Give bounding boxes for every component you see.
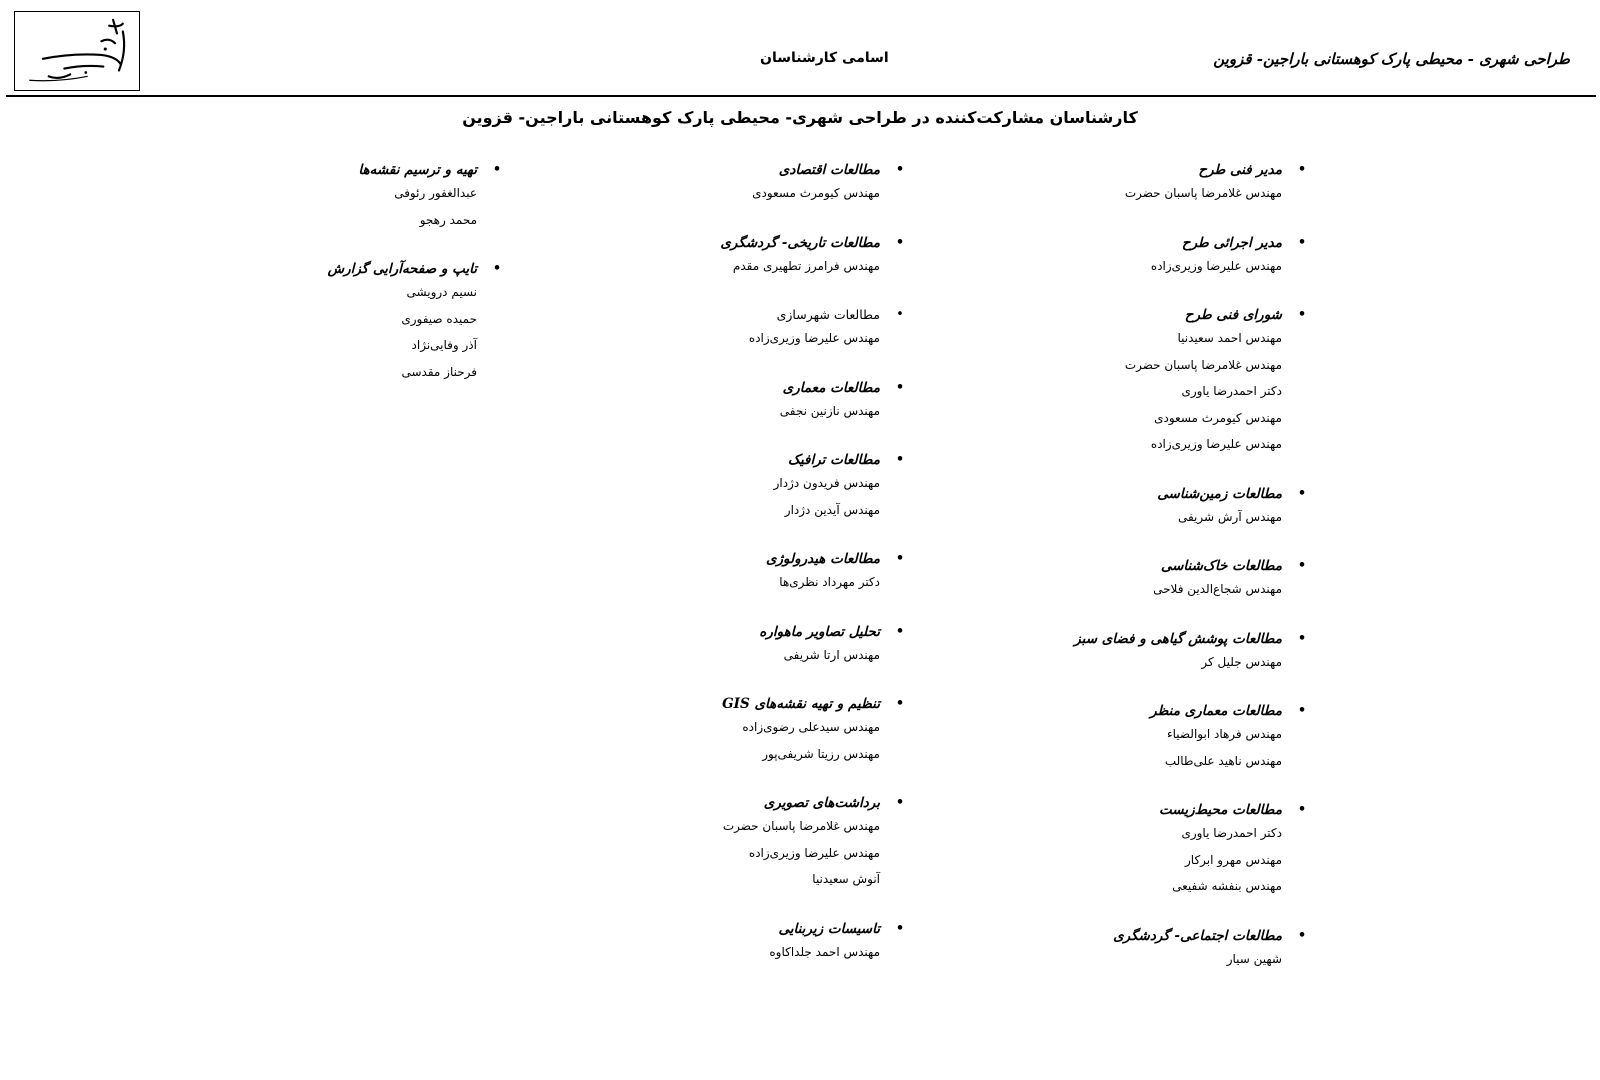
bullet-icon: • <box>895 452 905 467</box>
bullet-icon: • <box>895 234 905 250</box>
bullet-icon: • <box>492 162 502 177</box>
member-name: مهندس بنفشه شفیعی <box>1172 879 1282 893</box>
header-divider <box>6 95 1596 97</box>
expert-group <box>490 919 910 966</box>
expert-group <box>490 622 910 669</box>
member-name: مهندس آیدین دژدار <box>784 502 880 517</box>
member-name: مهندس فریدون دژدار <box>773 476 880 490</box>
member-name: مهندس مهرو ابرکار <box>1185 852 1282 867</box>
group-title-text: مدیر فنی طرح <box>1198 162 1282 178</box>
group-title <box>490 378 905 398</box>
bullet-icon: • <box>1297 630 1307 646</box>
bullet-icon: • <box>1297 485 1307 501</box>
group-title <box>490 549 905 569</box>
member-name: مهندس کیومرث مسعودی <box>1154 410 1282 425</box>
section-title: اسامی کارشناسان <box>760 50 889 66</box>
member-name: مهندس غلامرضا پاسبان حضرت <box>1124 357 1282 372</box>
member-name: مهندس ارتا شریفی <box>783 647 880 662</box>
bullet-icon: • <box>895 795 905 810</box>
bullet-icon: • <box>895 551 905 566</box>
bullet-icon: • <box>896 307 904 322</box>
page-header <box>0 0 1600 97</box>
bullet-icon: • <box>895 623 905 639</box>
group-title <box>147 160 502 180</box>
member-name: مهندس سیدعلی رضوی‌زاده <box>742 720 880 734</box>
group-title <box>490 919 905 939</box>
bullet-icon: • <box>1297 162 1307 177</box>
member-name: مهندس علیرضا وزیری‌زاده <box>748 845 880 860</box>
member-name: مهندس غلامرضا پاسبان حضرت <box>1124 186 1282 200</box>
group-title-text: مطالعات خاک‌شناسی <box>1160 558 1282 574</box>
bullet-icon: • <box>1297 307 1307 322</box>
expert-group <box>490 793 910 893</box>
group-title-text: مطالعات معماری منظر <box>1150 703 1282 719</box>
member-name: مهندس جلیل کر <box>1201 654 1282 669</box>
group-title-text: مطالعات هیدرولوژی <box>765 551 880 567</box>
group-title-text: مطالعات اجتماعی- گردشگری <box>1113 927 1282 944</box>
bullet-icon: • <box>1297 234 1307 250</box>
member-name: آنوش سعیدنیا <box>812 872 880 886</box>
expert-group <box>490 305 910 352</box>
bullet-icon: • <box>1297 558 1307 573</box>
expert-group <box>490 450 910 523</box>
expert-group <box>147 259 507 385</box>
logo-calligraphy-icon <box>15 12 139 90</box>
column-left <box>147 160 507 411</box>
expert-group <box>490 233 910 280</box>
member-name: دکتر احمدرضا یاوری <box>1181 384 1282 398</box>
expert-group <box>490 549 910 596</box>
group-title-text: مطالعات اقتصادی <box>778 162 880 178</box>
group-title-text: مطالعات شهرسازی <box>776 307 880 322</box>
group-title-text: مطالعات محیط‌زیست <box>1159 802 1282 818</box>
column-middle <box>490 160 910 991</box>
member-name: عبدالغفور رئوفی <box>394 186 477 200</box>
group-title-text: تاسیسات زیربنایی <box>778 920 880 937</box>
expert-group <box>147 160 507 233</box>
group-title-text: مطالعات ترافیک <box>787 452 880 468</box>
bullet-icon: • <box>1297 927 1307 943</box>
bullet-icon: • <box>895 162 905 177</box>
group-title-text: مطالعات زمین‌شناسی <box>1157 485 1282 502</box>
group-title <box>490 450 905 470</box>
member-name: مهندس غلامرضا پاسبان حضرت <box>722 819 880 833</box>
group-title-text: مدیر اجرائی طرح <box>1181 234 1282 251</box>
member-name: مهندس آرش شریفی <box>1177 509 1282 524</box>
bullet-icon: • <box>895 379 905 395</box>
member-name: مهندس علیرضا وزیری‌زاده <box>748 331 880 345</box>
member-name: مهندس احمد جلداکاوه <box>769 944 880 959</box>
member-name: شهین سیار <box>1226 951 1282 966</box>
group-title <box>490 694 905 714</box>
group-title <box>490 305 904 325</box>
bullet-icon: • <box>895 696 905 711</box>
expert-group <box>490 378 910 425</box>
bullet-icon: • <box>1297 802 1307 817</box>
member-name: حمیده صیفوری <box>401 311 477 326</box>
member-name: محمد رهجو <box>419 212 477 227</box>
member-name: مهندس رزیتا شریفی‌پور <box>762 746 880 761</box>
member-name: آذر وفایی‌نژاد <box>411 338 477 352</box>
member-name: فرحناز مقدسی <box>401 364 477 379</box>
group-title-text: مطالعات پوشش گیاهی و فضای سبز <box>1074 630 1282 647</box>
group-title-text: تایپ و صفحه‌آرایی گزارش <box>327 261 477 277</box>
group-title-text: مطالعات تاریخی- گردشگری <box>720 234 880 251</box>
member-name: مهندس احمد سعیدنیا <box>1177 331 1282 345</box>
bullet-icon: • <box>895 920 905 936</box>
company-logo <box>14 11 140 91</box>
group-title-text: برداشت‌های تصویری <box>763 795 880 811</box>
member-name: مهندس ناهید علی‌طالب <box>1164 753 1282 768</box>
member-name: مهندس کیومرث مسعودی <box>752 186 880 200</box>
group-title-text: تهیه و ترسیم نقشه‌ها <box>358 162 477 178</box>
group-title-text: تحلیل تصاویر ماهواره <box>759 623 880 640</box>
bullet-icon: • <box>1297 703 1307 718</box>
group-title-text: مطالعات معماری <box>782 379 880 396</box>
expert-group <box>490 160 910 207</box>
member-name: مهندس فرامرز تطهیری مقدم <box>732 258 880 273</box>
expert-group <box>490 694 910 767</box>
member-name: مهندس نازنین نجفی <box>779 403 880 418</box>
bullet-icon: • <box>492 261 502 276</box>
member-name: مهندس شجاع‌الدین فلاحی <box>1153 582 1282 596</box>
member-name: مهندس علیرضا وزیری‌زاده <box>1150 437 1282 451</box>
group-title-text: شورای فنی طرح <box>1184 307 1282 323</box>
group-title <box>490 622 905 642</box>
group-title <box>490 793 905 813</box>
group-title <box>490 160 905 180</box>
page-title: کارشناسان مشارکت‌کننده در طراحی شهری- محیطی پارک کوهستانی باراجین- قزوین <box>462 108 1138 127</box>
member-name: دکتر احمدرضا یاوری <box>1181 826 1282 840</box>
member-name: مهندس فرهاد ابوالضیاء <box>1166 727 1282 741</box>
member-name: مهندس علیرضا وزیری‌زاده <box>1150 258 1282 273</box>
member-name: نسیم درویشی <box>406 285 477 299</box>
group-title-text: تنظیم و تهیه نقشه‌های GIS <box>722 696 880 712</box>
member-name: دکتر مهرداد نظری‌ها <box>779 575 880 589</box>
group-title <box>490 233 905 253</box>
group-title <box>147 259 502 279</box>
document-title: طراحی شهری - محیطی پارک کوهستانی باراجین- قزوین <box>1213 50 1570 68</box>
